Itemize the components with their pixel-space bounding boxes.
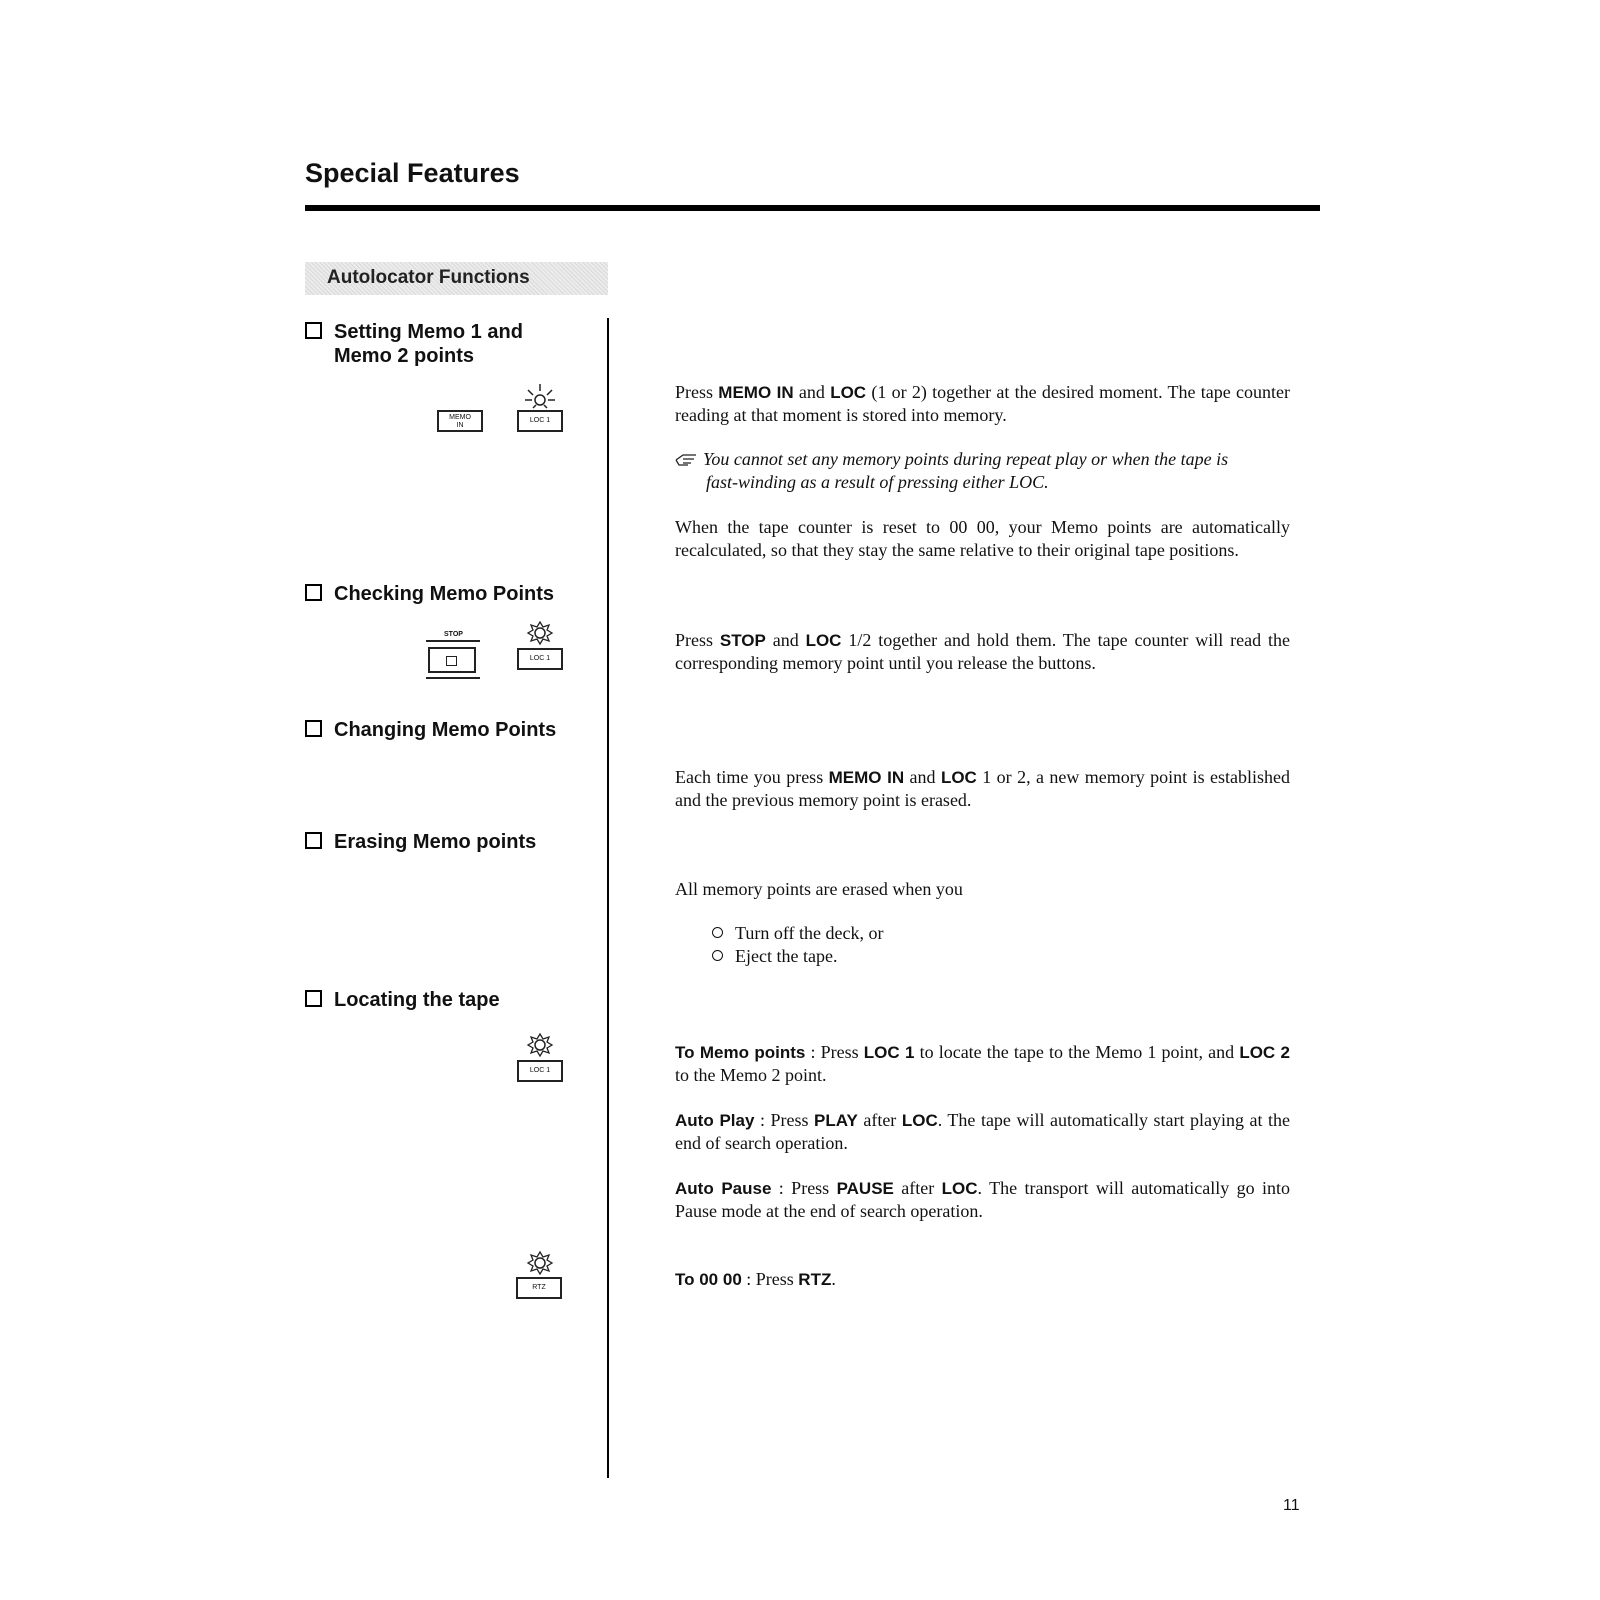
list-item: Eject the tape. — [712, 945, 837, 968]
heading-line: Checking Memo Points — [334, 583, 555, 605]
lamp-blink-icon — [520, 380, 560, 412]
auto-play-paragraph: Auto Play : Press PLAY after LOC. The tape will automatically start playing at the end of search operation. — [675, 1110, 1291, 1153]
recalc-paragraph: When the tape counter is reset to 00 00, your Memo points are automatically recalculated, so that they stay the same relative to their original tape positions. — [675, 517, 1290, 560]
heading-erasing-memo — [305, 830, 536, 854]
heading-line: Changing Memo Points — [334, 719, 557, 741]
section-title: Autolocator Functions — [327, 267, 530, 288]
erasing-paragraph: All memory points are erased when you — [675, 879, 963, 899]
lamp-lit-icon — [520, 618, 560, 650]
pointing-hand-icon — [675, 452, 697, 466]
stop-key-rule — [426, 640, 480, 642]
checking-paragraph: Press STOP and LOC 1/2 together and hold them. The tape counter will read the corresponding memory point until you release the buttons. — [675, 630, 1290, 673]
memo-in-key-icon — [437, 410, 483, 432]
checkbox-bullet-icon — [305, 832, 322, 849]
stop-square-icon — [446, 656, 457, 666]
auto-pause-paragraph: Auto Pause : Press PAUSE after LOC. The transport will automatically go into Pause mode at the end of search operation. — [675, 1178, 1290, 1221]
lamp-lit-icon — [520, 1030, 560, 1062]
note-paragraph — [675, 448, 1290, 494]
heading-setting-memo — [305, 320, 523, 368]
changing-paragraph: Each time you press MEMO IN and LOC 1 or 2, a new memory point is established and the previous memory point is erased. — [675, 767, 1290, 810]
loc1-key-icon: LOC 1 — [517, 648, 563, 670]
key-label: MEMO — [449, 414, 471, 421]
checkbox-bullet-icon — [305, 584, 322, 601]
section-band — [305, 262, 608, 295]
title-rule — [305, 205, 1320, 211]
circle-bullet-icon — [712, 927, 723, 938]
checkbox-bullet-icon — [305, 720, 322, 737]
heading-line: Memo 2 points — [334, 345, 475, 367]
page-number: 11 — [1283, 1497, 1300, 1514]
loc1-key-icon: LOC 1 — [517, 410, 563, 432]
stop-key-rule — [426, 677, 480, 679]
checkbox-bullet-icon — [305, 990, 322, 1007]
circle-bullet-icon — [712, 950, 723, 961]
checkbox-bullet-icon — [305, 322, 322, 339]
heading-line: Locating the tape — [334, 989, 500, 1011]
heading-line: Erasing Memo points — [334, 831, 537, 853]
note-line: You cannot set any memory points during repeat play or when the tape is — [703, 449, 1229, 469]
heading-locating-tape — [305, 988, 500, 1012]
setting-paragraph: Press MEMO IN and LOC (1 or 2) together at the desired moment. The tape counter reading at that moment is stored into memory. — [675, 382, 1290, 425]
rtz-key-icon: RTZ — [516, 1277, 562, 1299]
loc1-key-icon: LOC 1 — [517, 1060, 563, 1082]
lamp-lit-icon — [520, 1248, 560, 1280]
heading-line: Setting Memo 1 and — [334, 321, 523, 343]
stop-key-label: STOP — [444, 631, 463, 638]
page-title: Special Features — [305, 158, 520, 188]
heading-checking-memo — [305, 582, 554, 606]
note-line: fast-winding as a result of pressing either LOC. — [706, 472, 1049, 492]
column-divider — [607, 318, 609, 1478]
list-item: Turn off the deck, or — [712, 922, 883, 945]
key-label: IN — [456, 422, 464, 429]
memo-points-paragraph: To Memo points : Press LOC 1 to locate the tape to the Memo 1 point, and LOC 2 to the Memo 2 point. — [675, 1042, 1291, 1085]
heading-changing-memo — [305, 718, 556, 742]
rtz-paragraph: To 00 00 : Press RTZ. — [675, 1269, 836, 1289]
stop-key-icon — [428, 647, 476, 673]
